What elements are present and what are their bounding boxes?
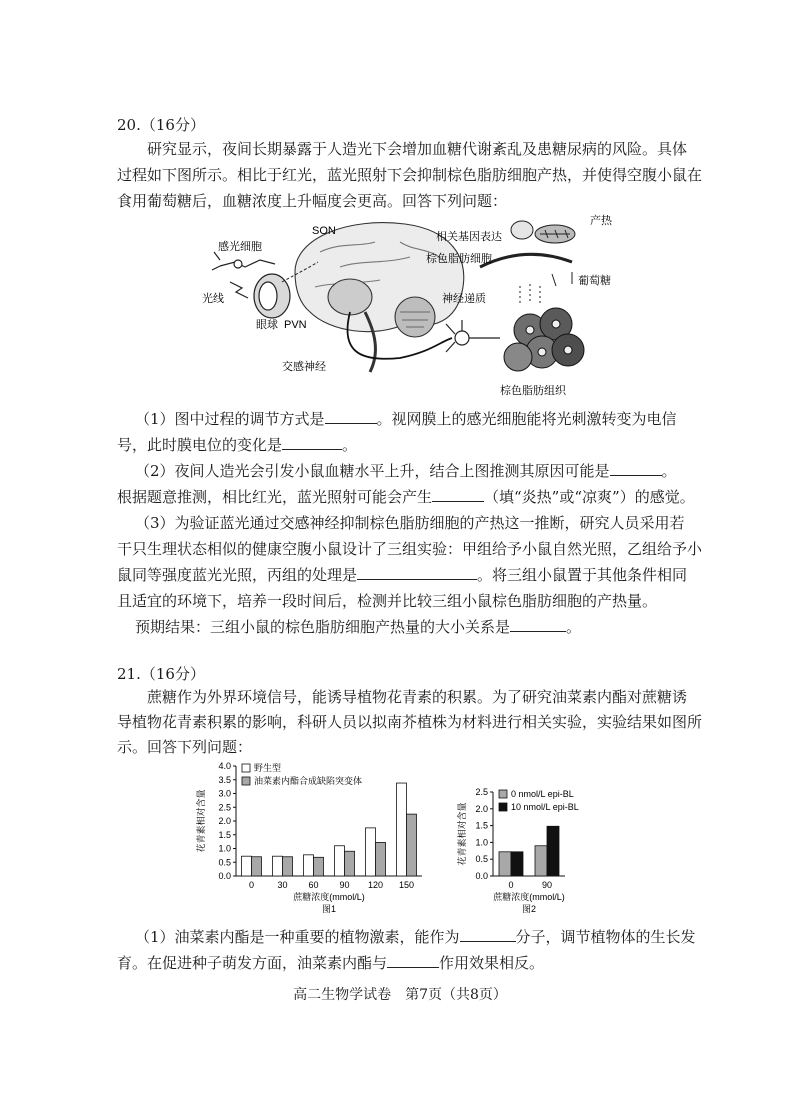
x-tick-label: 0 <box>508 880 514 890</box>
y-tick-label: 2.5 <box>475 787 488 797</box>
bar <box>511 852 523 876</box>
bar <box>283 857 293 876</box>
q20-sub3-text-a: 鼠同等强度蓝光光照，丙组的处理是 <box>117 566 358 584</box>
q21-sub1-text-b: 分子，调节植物体的生长发 <box>515 928 696 946</box>
bar <box>547 826 559 876</box>
q21-sub1-line2 <box>117 952 544 973</box>
label-eyeball: 眼球 <box>256 319 278 331</box>
legend-label: 10 nmol/L epi-BL <box>511 802 579 812</box>
chart-title: 图2 <box>521 904 537 914</box>
bar <box>252 857 262 876</box>
y-tick-label: 1.0 <box>475 837 488 848</box>
q20-sub2-text-a: （2）夜间人造光会引发小鼠血糖水平上升，结合上图推测其原因可能是 <box>135 462 610 480</box>
light-rays <box>230 282 248 298</box>
figure2-bar-chart <box>455 784 615 916</box>
legend-label: 野生型 <box>254 763 282 773</box>
answer-blank[interactable] <box>510 617 566 632</box>
y-tick-label: 1.0 <box>218 843 231 854</box>
page-footer: 高二生物学试卷 第7页（共8页） <box>293 987 507 1003</box>
q21-sub1-text-c: 育。在促进种子萌发方面，油菜素内酯与 <box>117 954 388 972</box>
y-tick-label: 0.0 <box>475 871 488 881</box>
q21-intro-line3: 示。回答下列问题： <box>117 738 253 756</box>
y-tick-label: 0.5 <box>475 854 488 865</box>
q20-sub2-text-c: 根据题意推测，相比红光，蓝光照射可能会产生 <box>117 488 433 506</box>
bar <box>314 857 324 876</box>
brain-drawing <box>295 223 464 372</box>
legend-label: 油菜素内酯合成缺陷突变体 <box>254 776 363 786</box>
bar <box>345 851 355 876</box>
q20-sub2-text-b: 。 <box>661 462 677 480</box>
answer-blank[interactable] <box>282 435 342 450</box>
answer-blank[interactable] <box>610 461 662 476</box>
label-sympathetic-nerve: 交感神经 <box>282 361 326 373</box>
x-axis-label: 蔗糖浓度(mmol/L) <box>493 892 565 902</box>
q20-sub1-text-c: 号，此时膜电位的变化是 <box>117 436 283 454</box>
answer-blank[interactable] <box>325 409 377 424</box>
q20-intro-line1: 研究显示，夜间长期暴露于人造光下会增加血糖代谢紊乱及患糖尿病的风险。具体 <box>147 140 688 158</box>
effector-neuron-drawing <box>446 320 500 352</box>
x-tick-label: 0 <box>248 880 255 890</box>
q20-predict-text-b: 。 <box>566 618 582 636</box>
q20-sub3-text-b: 。将三组小鼠置于其他条件相同 <box>477 566 688 584</box>
q21-sub1-text-d: 作用效果相反。 <box>439 954 545 972</box>
legend-swatch <box>242 764 250 772</box>
label-pvn: PVN <box>284 319 307 331</box>
q21-title: 21.（16分） <box>117 665 205 683</box>
label-son: SON <box>312 225 336 237</box>
q20-intro-line2: 过程如下图所示。相比于红光，蓝光照射下会抑制棕色脂肪细胞产热，并使得空腹小鼠在 <box>117 166 703 184</box>
bar <box>499 852 511 876</box>
q20-sub1-text-d: 。 <box>342 436 358 454</box>
answer-blank[interactable] <box>387 953 439 968</box>
label-photoreceptor: 感光细胞 <box>218 241 262 253</box>
q20-sub1-text-a: （1）图中过程的调节方式是 <box>135 410 325 428</box>
label-heat: 产热 <box>590 215 612 227</box>
answer-blank[interactable] <box>432 487 484 502</box>
x-tick-label: 150 <box>398 880 415 890</box>
y-tick-label: 3.5 <box>218 774 231 785</box>
bar <box>366 828 376 876</box>
legend-swatch <box>499 803 507 811</box>
x-tick-label: 60 <box>308 880 319 890</box>
q20-sub3-line3 <box>117 564 687 585</box>
q20-intro-line3: 食用葡萄糖后，血糖浓度上升幅度会更高。回答下列问题： <box>117 192 508 210</box>
y-tick-label: 3.0 <box>218 788 231 799</box>
q20-sub3-line4: 且适宜的环境下，培养一段时间后，检测并比较三组小鼠棕色脂肪细胞的产热量。 <box>117 592 658 610</box>
legend-swatch <box>242 777 250 785</box>
answer-blank[interactable] <box>460 927 516 942</box>
q20-predict-line <box>135 616 581 637</box>
x-tick-label: 30 <box>277 880 288 890</box>
y-tick-label: 2.5 <box>218 802 231 813</box>
y-tick-label: 0.5 <box>218 857 231 868</box>
x-tick-label: 90 <box>541 880 553 890</box>
y-axis-label: 花青素相对含量 <box>457 802 467 866</box>
y-tick-label: 1.5 <box>475 820 488 831</box>
x-tick-label: 120 <box>367 880 384 890</box>
q20-sub3-line2: 干只生理状态相似的健康空腹小鼠设计了三组实验：甲组给予小鼠自然光照，乙组给予小 <box>117 540 703 558</box>
bar <box>376 842 386 876</box>
q20-sub2-text-d: （填“炎热”或“凉爽”）的感觉。 <box>484 488 695 506</box>
q20-sub1-line2 <box>117 434 357 455</box>
q20-title: 20.（16分） <box>117 116 205 134</box>
q20-sub1-text-b: 。视网膜上的感光细胞能将光刺激转变为电信 <box>376 410 677 428</box>
photoreceptor-neuron-drawing <box>212 252 275 270</box>
answer-blank[interactable] <box>357 565 477 580</box>
light-pathway-diagram <box>200 212 620 400</box>
q20-sub2-line1 <box>135 460 677 481</box>
bar <box>397 783 407 876</box>
q20-sub2-line2 <box>117 486 695 507</box>
bar <box>242 856 252 876</box>
chart-title: 图1 <box>321 904 337 914</box>
label-neurotransmitter: 神经递质 <box>442 293 486 305</box>
legend-label: 0 nmol/L epi-BL <box>511 789 574 799</box>
bar <box>535 846 547 876</box>
figure1-bar-chart <box>190 758 440 918</box>
y-tick-label: 2.0 <box>218 816 231 826</box>
x-axis-label: 蔗糖浓度(mmol/L) <box>293 892 365 902</box>
label-brown-fat-cell: 棕色脂肪细胞 <box>426 253 492 265</box>
q20-sub3-line1: （3）为验证蓝光通过交感神经抑制棕色脂肪细胞的产热这一推断，研究人员采用若 <box>135 514 685 532</box>
legend-swatch <box>499 790 507 798</box>
bar <box>273 856 283 876</box>
bar <box>335 846 345 876</box>
y-tick-label: 2.0 <box>475 803 488 814</box>
y-tick-label: 1.5 <box>218 829 231 840</box>
q20-predict-text-a: 预期结果：三组小鼠的棕色脂肪细胞产热量的大小关系是 <box>135 618 511 636</box>
y-axis-label: 花青素相对含量 <box>196 789 206 853</box>
label-gene-expression: 相关基因表达 <box>436 231 502 243</box>
q21-intro-line2: 导植物花青素积累的影响，科研人员以拟南芥植株为材料进行相关实验，实验结果如图所 <box>117 713 703 731</box>
bar <box>407 814 417 876</box>
q21-sub1-text-a: （1）油菜素内酯是一种重要的植物激素，能作为 <box>135 928 460 946</box>
bar <box>304 855 314 876</box>
q21-sub1-line1 <box>135 926 696 947</box>
q21-intro-line1: 蔗糖作为外界环境信号，能诱导植物花青素的积累。为了研究油菜素内酯对蔗糖诱 <box>147 688 688 706</box>
x-tick-label: 90 <box>339 880 350 890</box>
label-glucose: 葡萄糖 <box>578 275 611 287</box>
q20-sub1-line1 <box>135 408 677 429</box>
y-tick-label: 0.0 <box>218 871 231 881</box>
label-light: 光线 <box>202 293 224 305</box>
y-tick-label: 4.0 <box>218 761 231 771</box>
brown-fat-tissue-drawing <box>504 308 584 371</box>
label-brown-fat-tissue: 棕色脂肪组织 <box>500 385 566 397</box>
